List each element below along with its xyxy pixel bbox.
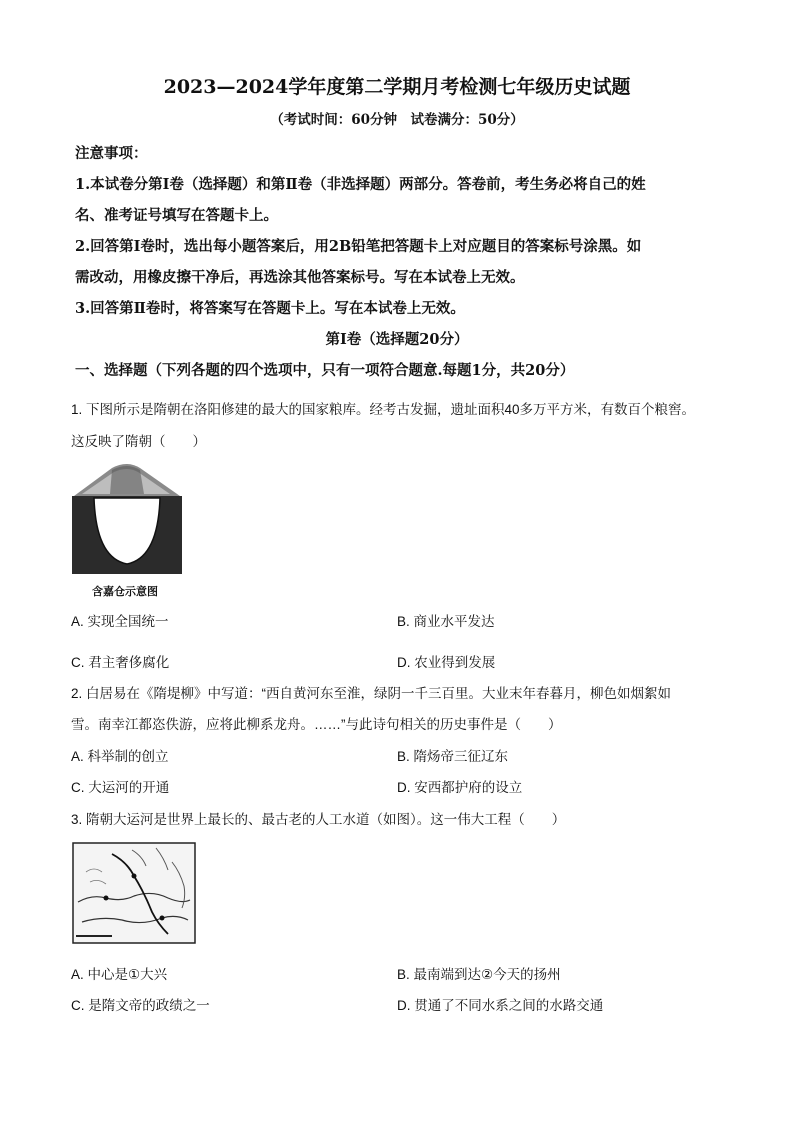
notice-line: 需改动，用橡皮擦干净后，再选涂其他答案标号。写在本试卷上无效。: [75, 269, 525, 286]
q1-option-a[interactable]: A. 实现全国统一: [71, 614, 169, 629]
figure-caption: 含嘉仓示意图: [92, 586, 158, 598]
canal-map-figure: [72, 842, 196, 944]
q2-option-a[interactable]: A. 科举制的创立: [71, 749, 169, 764]
q3-option-d[interactable]: D. 贯通了不同水系之间的水路交通: [397, 998, 604, 1013]
q2-option-b[interactable]: B. 隋炀帝三征辽东: [397, 749, 509, 764]
q1-stem-line: 1. 下图所示是隋朝在洛阳修建的最大的国家粮库。经考古发掘，遗址面积40多万平方米，有数百个粮窖。: [71, 402, 696, 417]
q3-option-a[interactable]: A. 中心是①大兴: [71, 967, 168, 982]
q1-option-c[interactable]: C. 君主奢侈腐化: [71, 655, 170, 670]
granary-diagram: [72, 460, 182, 580]
notice-line: 1.本试卷分第Ⅰ卷（选择题）和第Ⅱ卷（非选择题）两部分。答卷前，考生务必将自己的姓: [75, 176, 646, 193]
q3-stem-line: 3. 隋朝大运河是世界上最长的、最古老的人工水道（如图）。这一伟大工程（ ）: [71, 812, 566, 827]
q2-stem-line: 雪。南幸江都恣佚游，应将此柳系龙舟。……”与此诗句相关的历史事件是（ ）: [71, 717, 562, 732]
exam-title: 2023—2024学年度第二学期月考检测七年级历史试题: [163, 76, 631, 98]
q1-option-d[interactable]: D. 农业得到发展: [397, 655, 496, 670]
granary-figure: [72, 460, 182, 580]
notice-line: 2.回答第Ⅰ卷时，选出每小题答案后，用2B铅笔把答题卡上对应题目的答案标号涂黑。如: [75, 238, 642, 255]
q3-option-c[interactable]: C. 是隋文帝的政绩之一: [71, 998, 210, 1013]
part1-heading: 第Ⅰ卷（选择题20分）: [325, 331, 469, 348]
q2-stem-line: 2. 白居易在《隋堤柳》中写道：“西自黄河东至淮，绿阴一千三百里。大业末年春暮月，柳色如烟絮如: [71, 686, 672, 701]
section1-heading: 一、选择题（下列各题的四个选项中，只有一项符合题意.每题1分，共20分）: [75, 362, 575, 379]
q2-option-c[interactable]: C. 大运河的开通: [71, 780, 170, 795]
exam-subtitle: （考试时间：60分钟 试卷满分：50分）: [270, 112, 524, 128]
notice-line: 名、准考证号填写在答题卡上。: [75, 207, 278, 224]
q2-option-d[interactable]: D. 安西都护府的设立: [397, 780, 523, 795]
q1-option-b[interactable]: B. 商业水平发达: [397, 614, 495, 629]
q1-stem-line: 这反映了隋朝（ ）: [71, 434, 206, 449]
q3-option-b[interactable]: B. 最南端到达②今天的扬州: [397, 967, 561, 982]
canal-map: [72, 842, 196, 944]
notice-heading: 注意事项：: [75, 145, 148, 162]
notice-line: 3.回答第Ⅱ卷时，将答案写在答题卡上。写在本试卷上无效。: [75, 300, 465, 317]
